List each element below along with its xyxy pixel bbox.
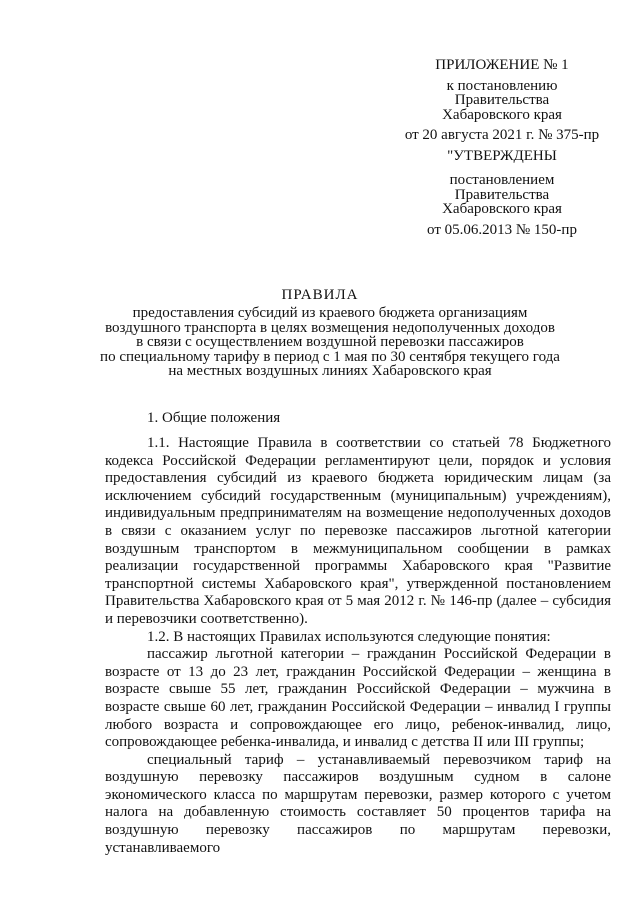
document-title: ПРАВИЛА — [281, 287, 359, 303]
definition-privileged-passenger: пассажир льготной категории – гражданин Российской Федерации в возрасте от 13 до 23 лет, гражданин Российской Федерации – женщина в возрасте свыше 55 лет, гражданин Российской Федерации – мужчина в возрасте свыше 60 лет, гражданин Российской Федерации – инвалид I группы любого возраста и сопровождающее его лицо, ребенок-инвалид, лицо, сопровождающее ребенка-инвалида, и инвалид с детства II или III группы; — [105, 646, 611, 751]
section-heading: 1. Общие положения — [147, 410, 281, 426]
appendix-header — [384, 58, 620, 237]
document-subtitle — [60, 306, 600, 379]
appendix-title: ПРИЛОЖЕНИЕ № 1 — [435, 57, 569, 73]
subtitle-line: на местных воздушных линиях Хабаровского края — [168, 363, 492, 379]
subtitle-line: по специальному тарифу в период с 1 мая по 30 сентября текущего года — [100, 348, 560, 365]
approved-title: "УТВЕРЖДЕНЫ — [447, 147, 557, 164]
approved-line-3: Хабаровского края — [442, 201, 562, 217]
approved-line-2: Правительства — [454, 186, 550, 203]
subtitle-line: воздушного транспорта в целях возмещения недополученных доходов — [105, 319, 555, 336]
subtitle-line: в связи с осуществлением воздушной перевозки пассажиров — [136, 334, 524, 350]
approved-date: от 05.06.2013 № 150-пр — [427, 221, 577, 238]
approved-line-1: постановлением — [449, 172, 555, 188]
appendix-line-2: Правительства — [454, 92, 550, 108]
paragraph-1-2: 1.2. В настоящих Правилах используются следующие понятия: — [147, 628, 551, 645]
subtitle-line: предоставления субсидий из краевого бюджета организациям — [132, 305, 528, 321]
paragraph-1-1: 1.1. Настоящие Правила в соответствии со статьей 78 Бюджетного кодекса Российской Федерации регламентируют цели, порядок и условия предоставления субсидий из краевого бюджета юридическим лицам (за исключением субсидий государственным (муниципальным) учреждениям), индивидуальным предпринимателям на возмещение недополученных доходов в связи с оказанием услуг по перевозке пассажиров льготной категории воздушным транспортом в межмуниципальном сообщении в рамках реализации государственной программы Хабаровского края "Развитие транспортной системы Хабаровского края", утвержденной постановлением Правительства Хабаровского края от 5 мая 2012 г. № 146-пр (далее – субсидия и перевозчики соответственно). — [105, 435, 611, 627]
appendix-date: от 20 августа 2021 г. № 375-пр — [404, 127, 600, 143]
document-body — [105, 435, 611, 857]
appendix-line-3: Хабаровского края — [442, 106, 562, 123]
appendix-line-1: к постановлению — [446, 77, 558, 94]
definition-special-tariff: специальный тариф – устанавливаемый перевозчиком тариф на воздушную перевозку пассажиров воздушным судном в салоне экономического класса по маршрутам перевозки, размер которого с учетом налога на добавленную стоимость составляет 50 процентов тарифа на воздушную перевозку пассажиров по маршрутам перевозки, устанавливаемого — [105, 751, 611, 856]
